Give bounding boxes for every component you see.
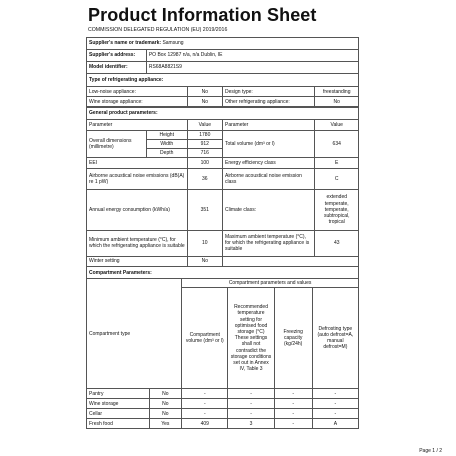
eei-row: [87, 157, 359, 168]
annual-energy-value: 351: [187, 189, 222, 230]
design-type-label: Design type:: [222, 87, 314, 97]
depth-label: Depth: [146, 148, 187, 157]
compartment-volume: -: [182, 389, 228, 399]
compartment-type-header: Compartment type: [87, 279, 182, 389]
dimensions-label: Overall dimensions (millimetre): [87, 130, 147, 157]
compartment-name: Fresh food: [87, 419, 150, 429]
compartment-section-row: [87, 267, 359, 279]
model-identifier-label: Model identifier:: [87, 62, 147, 74]
noise-row: [87, 168, 359, 189]
supplier-name-row: [87, 38, 359, 50]
winter-setting-label: Winter setting: [87, 256, 188, 266]
compartment-freezing: -: [274, 389, 312, 399]
supplier-address-row: [87, 50, 359, 62]
compartment-volume: -: [182, 409, 228, 419]
max-temperature-value: 43: [315, 230, 359, 256]
width-value: 912: [187, 139, 222, 148]
height-label: Height: [146, 130, 187, 139]
compartment-group-header: Compartment parameters and values: [182, 279, 359, 288]
climate-class-value: extended temperate, temperate, subtropical, tropical: [315, 189, 359, 230]
annual-energy-row: [87, 189, 359, 230]
type-section-row: [87, 74, 359, 87]
supplier-name-cell: [87, 38, 359, 50]
annual-energy-label: Annual energy consumption (kWh/a): [87, 189, 188, 230]
low-noise-row: [87, 87, 359, 97]
compartment-volume-header: Compartment volume (dm³ or l): [182, 288, 228, 389]
supplier-address-label: Supplier's address:: [87, 50, 147, 62]
recommended-temperature-header: Recommended temperature setting for optimised food storage (°C) These settings shall not contradict the storage conditions set out in Annex IV, Table 3: [228, 288, 274, 389]
parameter-header-right: Parameter: [222, 119, 314, 130]
compartment-name: Pantry: [87, 389, 150, 399]
depth-value: 716: [187, 148, 222, 157]
noise-emissions-value: 36: [187, 168, 222, 189]
supplier-name-value: Samsung: [162, 40, 184, 47]
compartment-section-title: Compartment Parameters:: [87, 267, 359, 279]
compartment-row-pantry: [87, 389, 359, 399]
wine-storage-label: Wine storage appliance:: [87, 97, 188, 107]
empty-cell: [222, 256, 358, 266]
compartment-freezing: -: [274, 399, 312, 409]
compartment-row-wine-storage: [87, 399, 359, 409]
supplier-address-value: PO Box 12987 n/a, n/a Dublin, IE: [146, 50, 358, 62]
efficiency-class-value: E: [315, 157, 359, 168]
general-header-row: [87, 119, 359, 130]
efficiency-class-label: Energy efficiency class: [222, 157, 314, 168]
compartment-table: [86, 266, 359, 429]
compartment-temperature: 3: [228, 419, 274, 429]
height-row: [87, 130, 359, 139]
noise-class-value: C: [315, 168, 359, 189]
type-section-title: Type of refrigerating appliance:: [87, 74, 359, 87]
min-temperature-value: 10: [187, 230, 222, 256]
total-volume-label: Total volume (dm³ or l): [222, 130, 314, 157]
freezing-capacity-header: Freezing capacity (kg/24h): [274, 288, 312, 389]
page-title: Product Information Sheet: [88, 5, 317, 25]
width-label: Width: [146, 139, 187, 148]
design-type-value: freestanding: [315, 87, 359, 97]
compartment-row-cellar: [87, 409, 359, 419]
value-header: Value: [187, 119, 222, 130]
compartment-present: No: [149, 409, 182, 419]
climate-class-label: Climate class:: [222, 189, 314, 230]
compartment-present: Yes: [149, 419, 182, 429]
low-noise-value: No: [187, 87, 222, 97]
compartment-name: Cellar: [87, 409, 150, 419]
total-volume-value: 634: [315, 130, 359, 157]
general-section-title: General product parameters:: [87, 107, 359, 119]
compartment-defrost: -: [312, 399, 358, 409]
other-appliance-value: No: [315, 97, 359, 107]
compartment-temperature: -: [228, 399, 274, 409]
compartment-group-header-row: [87, 279, 359, 288]
compartment-present: No: [149, 399, 182, 409]
max-temperature-label: Maximum ambient temperature (°C), for which the refrigerating appliance is suitable: [222, 230, 314, 256]
type-table: [86, 73, 359, 107]
noise-emissions-label: Airborne acoustical noise emissions (dB(A) re 1 pW): [87, 168, 188, 189]
ambient-temperature-row: [87, 230, 359, 256]
compartment-freezing: -: [274, 419, 312, 429]
model-identifier-row: [87, 62, 359, 74]
compartment-volume: -: [182, 399, 228, 409]
supplier-name-label: Supplier's name or trademark:: [89, 40, 162, 47]
height-value: 1780: [187, 130, 222, 139]
compartment-name: Wine storage: [87, 399, 150, 409]
winter-setting-value: No: [187, 256, 222, 266]
compartment-row-fresh-food: [87, 419, 359, 429]
model-identifier-value: RS68A8821S9: [146, 62, 358, 74]
compartment-defrost: A: [312, 419, 358, 429]
low-noise-label: Low-noise appliance:: [87, 87, 188, 97]
general-parameters-table: [86, 107, 359, 267]
general-section-row: [87, 107, 359, 119]
compartment-defrost: -: [312, 389, 358, 399]
compartment-volume: 409: [182, 419, 228, 429]
noise-class-label: Airborne acoustical noise emission class: [222, 168, 314, 189]
min-temperature-label: Minimum ambient temperature (°C), for which the refrigerating appliance is suitable: [87, 230, 188, 256]
wine-storage-value: No: [187, 97, 222, 107]
info-table-container: [86, 37, 359, 429]
compartment-present: No: [149, 389, 182, 399]
compartment-freezing: -: [274, 409, 312, 419]
supplier-table: [86, 37, 359, 74]
eei-value: 100: [187, 157, 222, 168]
wine-storage-row: [87, 97, 359, 107]
other-appliance-label: Other refrigerating appliance:: [222, 97, 314, 107]
compartment-defrost: -: [312, 409, 358, 419]
winter-setting-row: [87, 256, 359, 266]
defrosting-type-header: Defrosting type (auto defrost=A, manual defrost=M): [312, 288, 358, 389]
page-number: Page 1 / 2: [419, 448, 442, 454]
value-header-right: Value: [315, 119, 359, 130]
parameter-header: Parameter: [87, 119, 188, 130]
compartment-temperature: -: [228, 409, 274, 419]
eei-label: EEI: [87, 157, 188, 168]
compartment-temperature: -: [228, 389, 274, 399]
regulation-reference: COMMISSION DELEGATED REGULATION (EU) 2019/2016: [88, 27, 228, 33]
